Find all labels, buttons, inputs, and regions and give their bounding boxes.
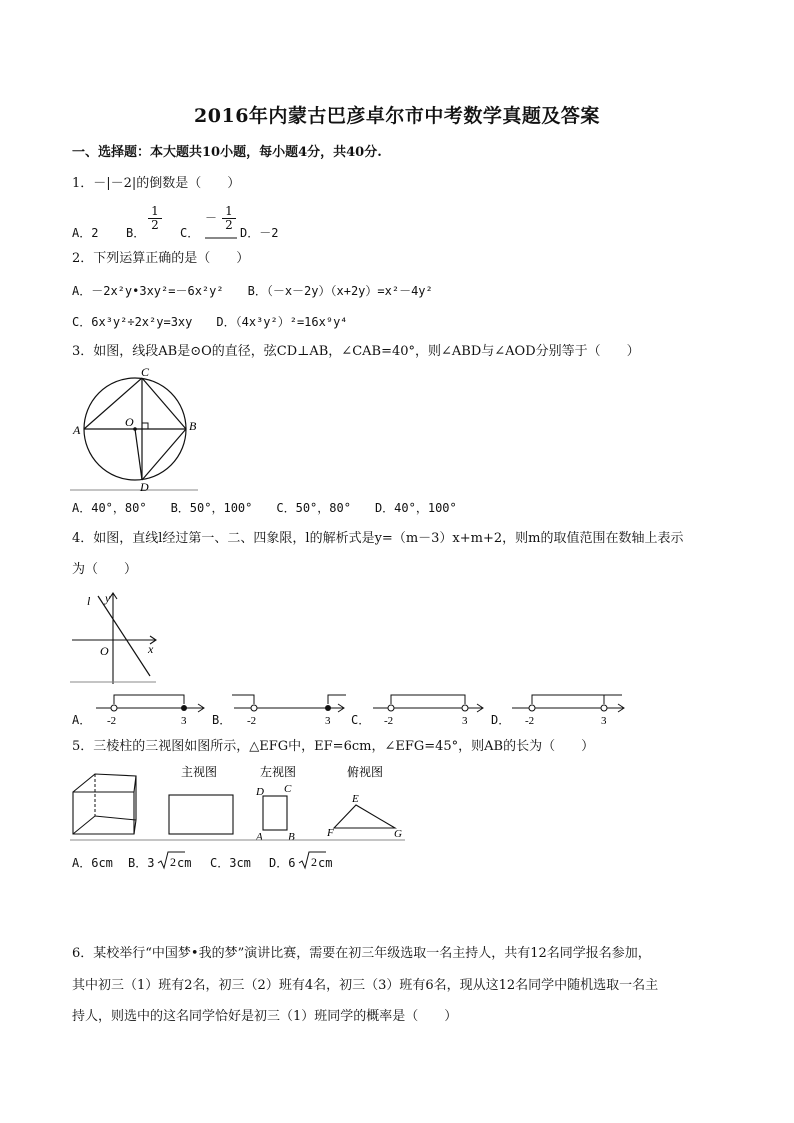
q2-options-ab: A．－2x²y•3xy²=－6x²y² B．（－x－2y）（x+2y）=x²－4y²: [72, 284, 433, 298]
label-B: B: [288, 831, 295, 843]
label-A: A: [73, 423, 81, 437]
fraction-denominator: 2: [151, 218, 159, 232]
q4-option-c-number-line: [371, 690, 501, 730]
q6-line2: 其中初三（1）班有2名，初三（2）班有4名，初三（3）班有6名，现从这12名同学中随机选取一名主: [72, 978, 659, 993]
label-l: l: [87, 594, 91, 608]
label-E: E: [352, 793, 359, 805]
label-O: O: [125, 415, 134, 429]
q4-option-a-label: A．: [72, 713, 92, 727]
fraction-numerator: 1: [148, 205, 162, 219]
q1-option-c: C．: [180, 226, 200, 240]
q4-option-a-number-line: [92, 690, 222, 730]
label-O: O: [100, 644, 109, 658]
q6-line1: 6．某校举行“中国梦•我的梦”演讲比赛，需要在初三年级选取一名主持人，共有12名同学报名参加，: [72, 946, 651, 961]
q5-option-b-unit: cm: [177, 856, 192, 870]
q6-line3: 持人，则选中的这名同学恰好是初三（1）班同学的概率是（ ）: [72, 1009, 458, 1024]
label-x: x: [148, 642, 154, 656]
left-view-label: 左视图: [260, 765, 297, 779]
tick-left: -2: [247, 715, 257, 727]
q5-stem: 5．三棱柱的三视图如图所示，△EFG中，EF=6cm，∠EFG=45°，则AB的长为（ ）: [72, 739, 595, 754]
fraction-numerator: 1: [222, 205, 236, 219]
q4-option-d-number-line: [510, 690, 640, 730]
q2-stem: 2．下列运算正确的是（ ）: [72, 251, 250, 266]
q5-option-d: D．6: [269, 856, 296, 870]
tick-right: 3: [181, 715, 187, 727]
label-A: A: [256, 831, 263, 843]
q5-option-a: A．6cm: [72, 856, 113, 870]
label-y: y: [105, 591, 111, 605]
q4-option-b-label: B．: [212, 713, 232, 727]
tick-right: 3: [462, 715, 468, 727]
q4-line-graph: [70, 588, 170, 688]
q1-option-b: B．: [126, 226, 146, 240]
fraction-denominator: 2: [225, 218, 233, 232]
q5-option-b: B．3: [128, 856, 155, 870]
q5-option-c: C．3cm: [210, 856, 251, 870]
q1-option-d: D．－2: [240, 226, 279, 240]
q2-options-cd: C．6x³y²÷2x²y=3xy D．（4x³y²）²=16x⁹y⁴: [72, 315, 348, 329]
tick-right: 3: [601, 715, 607, 727]
front-view-label: 主视图: [181, 765, 218, 779]
q3-stem: 3．如图，线段AB是⊙O的直径，弦CD⊥AB，∠CAB=40°，则∠ABD与∠AOD分别等于（ ）: [72, 344, 640, 359]
q5-option-d-unit: cm: [318, 856, 333, 870]
root-value: 2: [311, 855, 317, 869]
top-view-label: 俯视图: [347, 765, 384, 779]
q4-stem-line2: 为（ ）: [72, 562, 138, 577]
q4-option-c-label: C．: [351, 713, 371, 727]
q4-option-b-number-line: [232, 690, 362, 730]
label-F: F: [327, 827, 334, 839]
q4-option-d-label: D．: [491, 713, 511, 727]
q3-options: A．40°，80° B．50°，100° C．50°，80° D．40°，100°: [72, 501, 457, 515]
q1-c-underline: [0, 222, 794, 252]
tick-right: 3: [325, 715, 331, 727]
label-G: G: [394, 828, 402, 840]
page-title: 2016年内蒙古巴彦卓尔市中考数学真题及答案: [194, 105, 600, 127]
tick-left: -2: [107, 715, 117, 727]
q5-three-views-figure: [70, 762, 410, 842]
root-value: 2: [170, 855, 176, 869]
q1-stem: 1．－|－2|的倒数是（ ）: [72, 176, 241, 191]
q1-option-c-sign: －: [205, 211, 218, 225]
label-C: C: [284, 783, 292, 795]
tick-left: -2: [525, 715, 535, 727]
section-heading: 一、选择题：本大题共10小题，每小题4分，共40分.: [72, 145, 382, 160]
label-C: C: [141, 365, 150, 379]
label-D: D: [256, 786, 264, 798]
label-B: B: [189, 419, 197, 433]
q4-stem-line1: 4．如图，直线l经过第一、二、四象限，l的解析式是y=（m－3）x+m+2，则m的取值范围在数轴上表示: [72, 531, 684, 546]
label-D: D: [140, 480, 149, 494]
q1-option-a: A．2: [72, 226, 99, 240]
q3-circle-figure: [70, 364, 210, 494]
tick-left: -2: [384, 715, 394, 727]
